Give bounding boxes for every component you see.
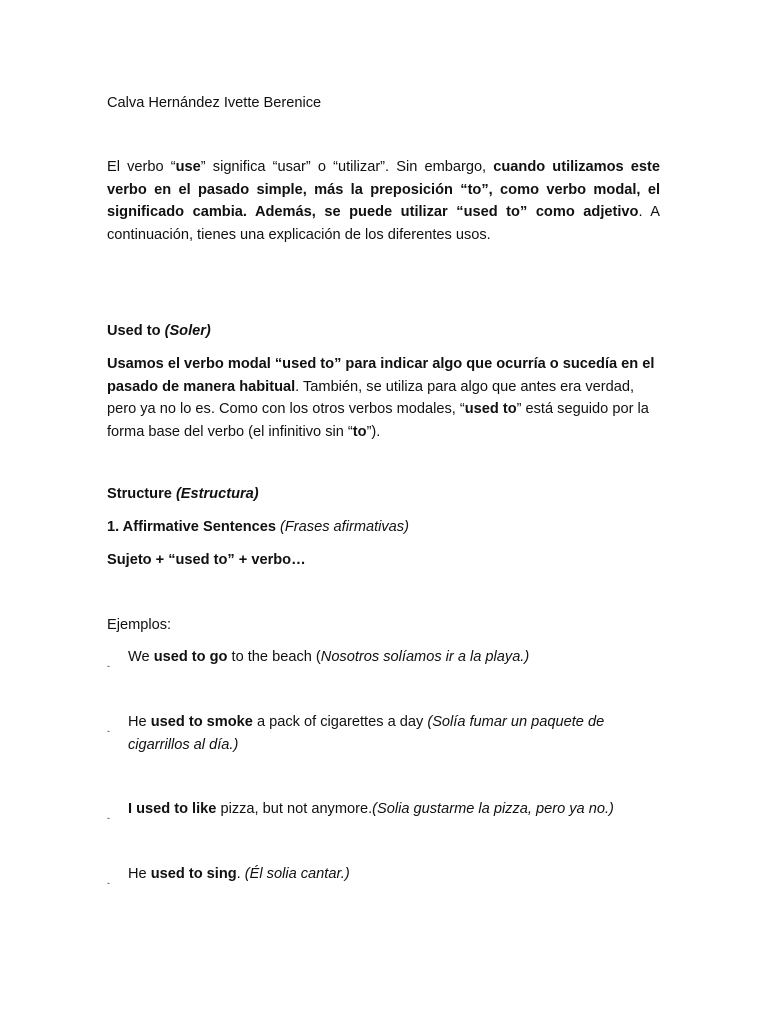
structure-formula: Sujeto + “used to” + verbo… [107, 552, 306, 568]
structure-heading: Structure (Estructura) [107, 486, 259, 502]
list-dash: - [107, 726, 110, 736]
list-dash: - [107, 661, 110, 671]
list-dash: - [107, 813, 110, 823]
example-item: - We used to go to the beach (Nosotros solíamos ir a la playa.) [107, 646, 667, 669]
intro-paragraph: El verbo “use” significa “usar” o “utilizar”. Sin embargo, cuando utilizamos este verbo en el pasado simple, más la preposición “to”, como verbo modal, el significado cambia. Además, se puede utilizar “used to” como adjetivo. A continuación, tienes una explicación de los diferentes usos. [107, 159, 661, 243]
section-heading-used-to: Used to (Soler) [107, 323, 211, 339]
example-item: - He used to smoke a pack of cigarettes a day (Solía fumar un paquete de cigarrillos al día.) [107, 714, 605, 753]
list-dash: - [107, 878, 110, 888]
author-name: Calva Hernández Ivette Berenice [107, 95, 322, 111]
example-item: - I used to like pizza, but not anymore.(Solia gustarme la pizza, pero ya no.) [107, 798, 667, 821]
example-item: - He used to sing. (Él solia cantar.) [107, 863, 667, 886]
affirmative-heading: 1. Affirmative Sentences (Frases afirmativas) [107, 519, 409, 535]
used-to-paragraph: Usamos el verbo modal “used to” para indicar algo que ocurría o sucedía en el pasado de manera habitual. También, se utiliza para algo que antes era verdad, pero ya no lo es. Como con los otros verbos modales, “used to” está seguido por la forma base del verbo (el infinitivo sin “to”). [107, 356, 655, 440]
examples-label: Ejemplos: [107, 617, 172, 633]
